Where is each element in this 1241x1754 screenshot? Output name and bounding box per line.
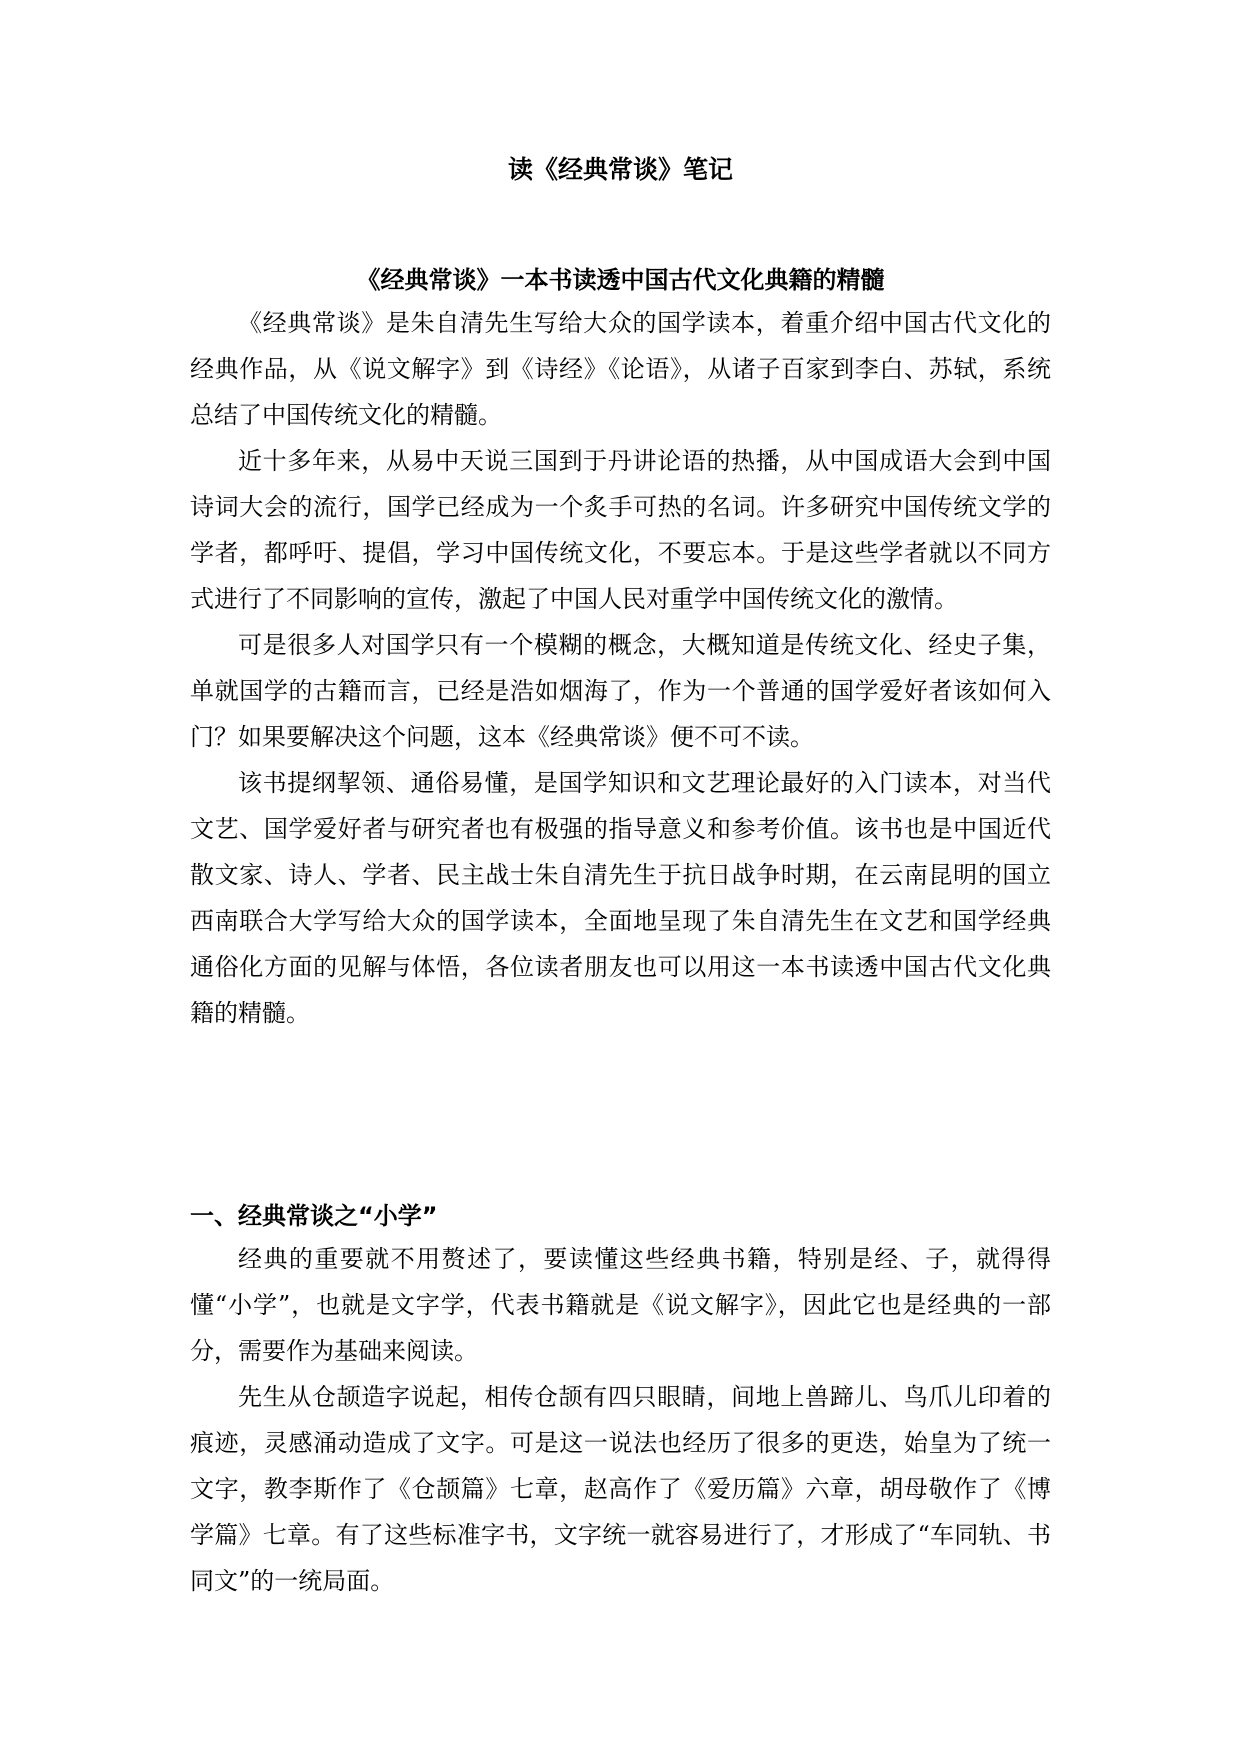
section-heading-intro: 《经典常谈》一本书读透中国古代文化典籍的精髓 xyxy=(356,266,885,294)
paragraph: 可是很多人对国学只有一个模糊的概念，大概知道是传统文化、经史子集，单就国学的古籍而言，已经是浩如烟海了，作为一个普通的国学爱好者该如何入门？如果要解决这个问题，这本《经典常谈》便不可不读。 xyxy=(190,631,1051,751)
section-heading-xiaoxue: 一、经典常谈之“小学” xyxy=(190,1202,438,1230)
document-title: 读《经典常谈》笔记 xyxy=(507,155,733,184)
paragraph: 先生从仓颉造字说起，相传仓颉有四只眼睛，间地上兽蹄儿、鸟爪儿印着的痕迹，灵感涌动造成了文字。可是这一说法也经历了很多的更迭，始皇为了统一文字，教李斯作了《仓颉篇》七章，赵高作了《爱历篇》六章，胡母敬作了《博学篇》七章。有了这些标准字书，文字统一就容易进行了，才形成了“车同轨、书同文”的一统局面。 xyxy=(190,1383,1051,1595)
paragraph: 近十多年来，从易中天说三国到于丹讲论语的热播，从中国成语大会到中国诗词大会的流行，国学已经成为一个炙手可热的名词。许多研究中国传统文学的学者，都呼吁、提倡，学习中国传统文化，不要忘本。于是这些学者就以不同方式进行了不同影响的宣传，激起了中国人民对重学中国传统文化的激情。 xyxy=(190,447,1051,613)
paragraph: 《经典常谈》是朱自清先生写给大众的国学读本，着重介绍中国古代文化的经典作品，从《说文解字》到《诗经》《论语》，从诸子百家到李白、苏轼，系统总结了中国传统文化的精髓。 xyxy=(190,309,1051,429)
paragraph: 经典的重要就不用赘述了，要读懂这些经典书籍，特别是经、子，就得得懂“小学”，也就是文字学，代表书籍就是《说文解字》，因此它也是经典的一部分，需要作为基础来阅读。 xyxy=(190,1245,1051,1365)
paragraph: 该书提纲挈领、通俗易懂，是国学知识和文艺理论最好的入门读本，对当代文艺、国学爱好者与研究者也有极强的指导意义和参考价值。该书也是中国近代散文家、诗人、学者、民主战士朱自清先生于抗日战争时期，在云南昆明的国立西南联合大学写给大众的国学读本，全面地呈现了朱自清先生在文艺和国学经典通俗化方面的见解与体悟，各位读者朋友也可以用这一本书读透中国古代文化典籍的精髓。 xyxy=(190,769,1051,1027)
